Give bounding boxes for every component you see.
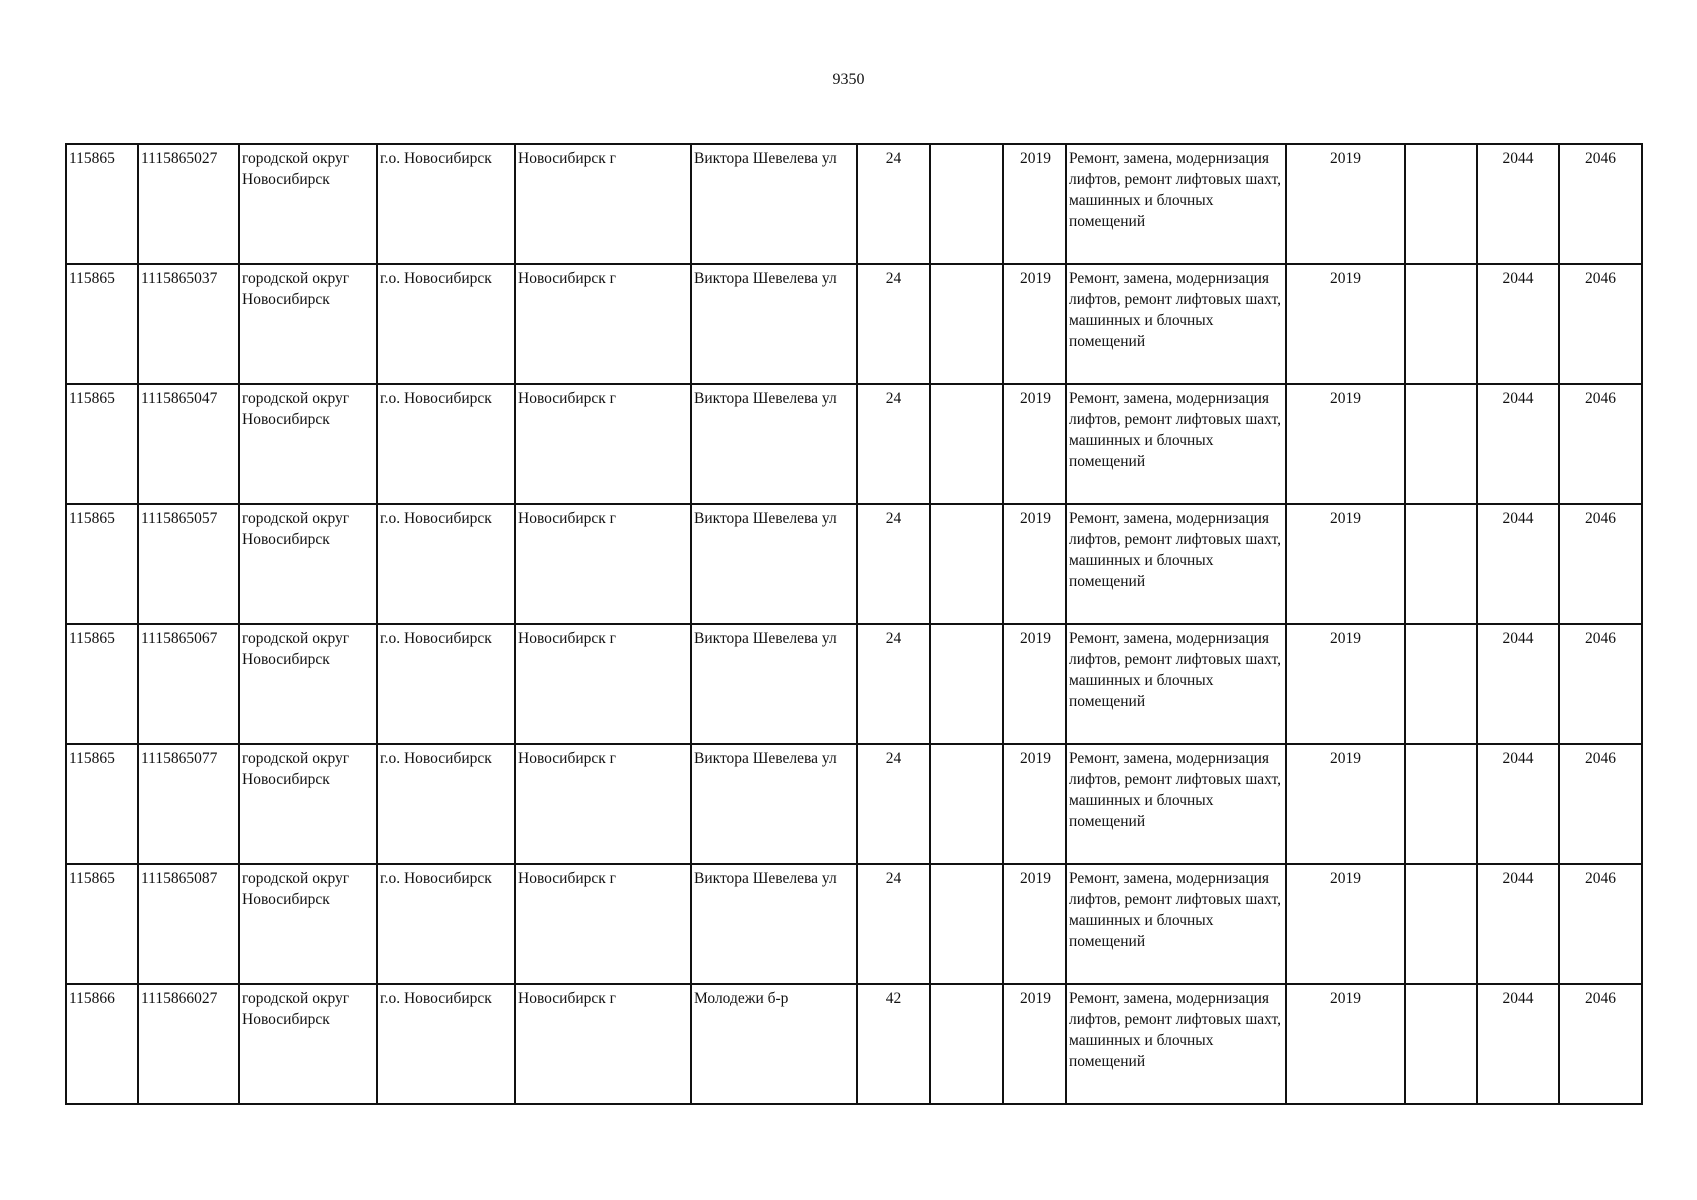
- district-cell: г.о. Новосибирск: [377, 144, 515, 264]
- municipality-cell: городской округ Новосибирск: [239, 264, 377, 384]
- object-id-cell: 1115865067: [138, 624, 239, 744]
- register-body: [66, 144, 1642, 1104]
- district-cell: г.о. Новосибирск: [377, 984, 515, 1104]
- final-year-cell: 2046: [1559, 624, 1642, 744]
- object-id-cell: 1115866027: [138, 984, 239, 1104]
- year-cell: 2019: [1003, 984, 1066, 1104]
- final-year-cell: 2046: [1559, 864, 1642, 984]
- plan-year-cell: 2019: [1286, 504, 1405, 624]
- plan-year-cell: 2019: [1286, 624, 1405, 744]
- table-row: [66, 384, 1642, 504]
- building-cell: [930, 264, 1003, 384]
- empty-cell: [1405, 984, 1477, 1104]
- next-year-cell: 2044: [1477, 504, 1559, 624]
- municipality-cell: городской округ Новосибирск: [239, 144, 377, 264]
- district-cell: г.о. Новосибирск: [377, 264, 515, 384]
- locality-cell: Новосибирск г: [515, 744, 691, 864]
- house-number-cell: 24: [857, 144, 930, 264]
- street-cell: Виктора Шевелева ул: [691, 624, 857, 744]
- district-cell: г.о. Новосибирск: [377, 864, 515, 984]
- locality-cell: Новосибирск г: [515, 144, 691, 264]
- final-year-cell: 2046: [1559, 384, 1642, 504]
- work-type-cell: Ремонт, замена, модернизация лифтов, ремонт лифтовых шахт, машинных и блочных помещений: [1066, 864, 1286, 984]
- plan-year-cell: 2019: [1286, 984, 1405, 1104]
- plan-year-cell: 2019: [1286, 744, 1405, 864]
- page-number: 9350: [832, 71, 865, 88]
- house-number-cell: 24: [857, 744, 930, 864]
- building-cell: [930, 984, 1003, 1104]
- street-cell: Виктора Шевелева ул: [691, 864, 857, 984]
- next-year-cell: 2044: [1477, 984, 1559, 1104]
- record-id-cell: 115865: [66, 624, 138, 744]
- street-cell: Виктора Шевелева ул: [691, 504, 857, 624]
- municipality-cell: городской округ Новосибирск: [239, 864, 377, 984]
- final-year-cell: 2046: [1559, 984, 1642, 1104]
- final-year-cell: 2046: [1559, 264, 1642, 384]
- final-year-cell: 2046: [1559, 744, 1642, 864]
- table-row: [66, 744, 1642, 864]
- empty-cell: [1405, 744, 1477, 864]
- next-year-cell: 2044: [1477, 384, 1559, 504]
- work-type-cell: Ремонт, замена, модернизация лифтов, ремонт лифтовых шахт, машинных и блочных помещений: [1066, 384, 1286, 504]
- table-row: [66, 504, 1642, 624]
- object-id-cell: 1115865037: [138, 264, 239, 384]
- empty-cell: [1405, 624, 1477, 744]
- year-cell: 2019: [1003, 504, 1066, 624]
- building-cell: [930, 384, 1003, 504]
- year-cell: 2019: [1003, 264, 1066, 384]
- district-cell: г.о. Новосибирск: [377, 744, 515, 864]
- street-cell: Виктора Шевелева ул: [691, 744, 857, 864]
- next-year-cell: 2044: [1477, 264, 1559, 384]
- table-row: [66, 144, 1642, 264]
- building-cell: [930, 504, 1003, 624]
- house-number-cell: 24: [857, 264, 930, 384]
- next-year-cell: 2044: [1477, 864, 1559, 984]
- locality-cell: Новосибирск г: [515, 984, 691, 1104]
- building-cell: [930, 144, 1003, 264]
- house-number-cell: 24: [857, 384, 930, 504]
- district-cell: г.о. Новосибирск: [377, 504, 515, 624]
- locality-cell: Новосибирск г: [515, 864, 691, 984]
- street-cell: Виктора Шевелева ул: [691, 384, 857, 504]
- next-year-cell: 2044: [1477, 624, 1559, 744]
- locality-cell: Новосибирск г: [515, 384, 691, 504]
- object-id-cell: 1115865027: [138, 144, 239, 264]
- next-year-cell: 2044: [1477, 144, 1559, 264]
- year-cell: 2019: [1003, 384, 1066, 504]
- house-number-cell: 24: [857, 624, 930, 744]
- district-cell: г.о. Новосибирск: [377, 624, 515, 744]
- house-number-cell: 42: [857, 984, 930, 1104]
- table-row: [66, 264, 1642, 384]
- year-cell: 2019: [1003, 864, 1066, 984]
- record-id-cell: 115865: [66, 504, 138, 624]
- record-id-cell: 115866: [66, 984, 138, 1104]
- work-type-cell: Ремонт, замена, модернизация лифтов, ремонт лифтовых шахт, машинных и блочных помещений: [1066, 264, 1286, 384]
- building-cell: [930, 624, 1003, 744]
- street-cell: Молодежи б-р: [691, 984, 857, 1104]
- work-type-cell: Ремонт, замена, модернизация лифтов, ремонт лифтовых шахт, машинных и блочных помещений: [1066, 744, 1286, 864]
- record-id-cell: 115865: [66, 144, 138, 264]
- work-type-cell: Ремонт, замена, модернизация лифтов, ремонт лифтовых шахт, машинных и блочных помещений: [1066, 144, 1286, 264]
- empty-cell: [1405, 144, 1477, 264]
- municipality-cell: городской округ Новосибирск: [239, 504, 377, 624]
- locality-cell: Новосибирск г: [515, 504, 691, 624]
- year-cell: 2019: [1003, 744, 1066, 864]
- plan-year-cell: 2019: [1286, 384, 1405, 504]
- empty-cell: [1405, 504, 1477, 624]
- year-cell: 2019: [1003, 624, 1066, 744]
- building-cell: [930, 864, 1003, 984]
- next-year-cell: 2044: [1477, 744, 1559, 864]
- municipality-cell: городской округ Новосибирск: [239, 384, 377, 504]
- table-row: [66, 864, 1642, 984]
- object-id-cell: 1115865057: [138, 504, 239, 624]
- house-number-cell: 24: [857, 504, 930, 624]
- district-cell: г.о. Новосибирск: [377, 384, 515, 504]
- final-year-cell: 2046: [1559, 504, 1642, 624]
- final-year-cell: 2046: [1559, 144, 1642, 264]
- municipality-cell: городской округ Новосибирск: [239, 984, 377, 1104]
- empty-cell: [1405, 384, 1477, 504]
- plan-year-cell: 2019: [1286, 264, 1405, 384]
- street-cell: Виктора Шевелева ул: [691, 264, 857, 384]
- record-id-cell: 115865: [66, 744, 138, 864]
- locality-cell: Новосибирск г: [515, 624, 691, 744]
- record-id-cell: 115865: [66, 384, 138, 504]
- record-id-cell: 115865: [66, 864, 138, 984]
- object-id-cell: 1115865047: [138, 384, 239, 504]
- table-row: [66, 624, 1642, 744]
- plan-year-cell: 2019: [1286, 864, 1405, 984]
- object-id-cell: 1115865077: [138, 744, 239, 864]
- locality-cell: Новосибирск г: [515, 264, 691, 384]
- work-type-cell: Ремонт, замена, модернизация лифтов, ремонт лифтовых шахт, машинных и блочных помещений: [1066, 984, 1286, 1104]
- plan-year-cell: 2019: [1286, 144, 1405, 264]
- empty-cell: [1405, 864, 1477, 984]
- municipality-cell: городской округ Новосибирск: [239, 744, 377, 864]
- municipality-cell: городской округ Новосибирск: [239, 624, 377, 744]
- building-cell: [930, 744, 1003, 864]
- work-type-cell: Ремонт, замена, модернизация лифтов, ремонт лифтовых шахт, машинных и блочных помещений: [1066, 504, 1286, 624]
- year-cell: 2019: [1003, 144, 1066, 264]
- object-id-cell: 1115865087: [138, 864, 239, 984]
- empty-cell: [1405, 264, 1477, 384]
- street-cell: Виктора Шевелева ул: [691, 144, 857, 264]
- work-type-cell: Ремонт, замена, модернизация лифтов, ремонт лифтовых шахт, машинных и блочных помещений: [1066, 624, 1286, 744]
- house-number-cell: 24: [857, 864, 930, 984]
- register-table: [65, 143, 1643, 1105]
- record-id-cell: 115865: [66, 264, 138, 384]
- table-row: [66, 984, 1642, 1104]
